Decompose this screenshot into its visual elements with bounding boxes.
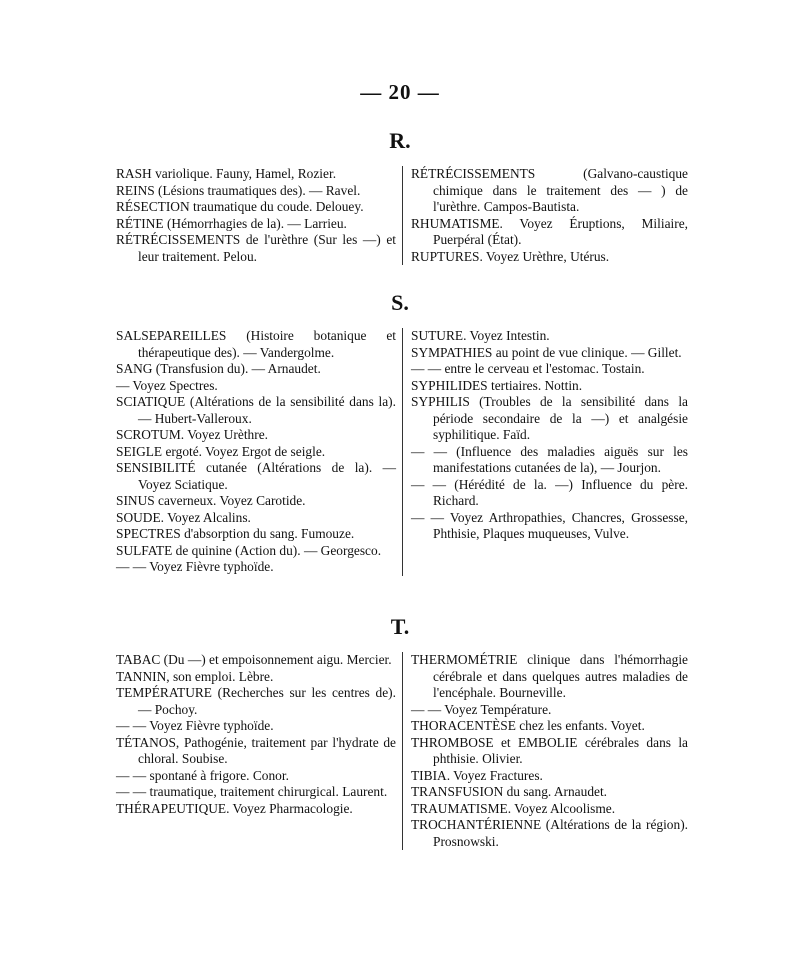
index-entry: THÉRAPEUTIQUE. Voyez Pharmacologie.	[116, 800, 353, 816]
index-entry: SINUS caverneux. Voyez Carotide.	[116, 493, 306, 508]
index-entry: SANG (Transfusion du). — Arnaudet.	[116, 361, 321, 376]
index-entry: — — Voyez Fièvre typhoïde.	[116, 559, 274, 574]
index-entry: — — traumatique, traitement chirurgical. Laurent.	[116, 784, 388, 799]
index-entry: THORACENTÈSE chez les enfants. Voyet.	[411, 718, 645, 733]
section-r-right-column	[402, 166, 688, 265]
index-entry: SENSIBILITÉ cutanée (Altérations de la). — Voyez Sciatique.	[116, 460, 396, 492]
index-entry: — — Voyez Fièvre typhoïde.	[116, 718, 274, 733]
index-entry: — — entre le cerveau et l'estomac. Tostain.	[411, 361, 645, 376]
index-entry: — — Voyez Température.	[411, 701, 552, 717]
index-entry: — — (Hérédité de la. —) Influence du père. Richard.	[411, 476, 688, 508]
index-entry: SEIGLE ergoté. Voyez Ergot de seigle.	[116, 443, 326, 459]
page-number: — 20 —	[360, 80, 440, 104]
index-entry: RÉSECTION traumatique du coude. Delouey.	[116, 199, 364, 214]
index-entry: — — Voyez Arthropathies, Chancres, Grossesse, Phthisie, Plaques muqueuses, Vulve.	[411, 509, 688, 541]
index-entry: RUPTURES. Voyez Urèthre, Utérus.	[411, 248, 610, 264]
index-entry: RHUMATISME. Voyez Éruptions, Miliaire, Puerpéral (État).	[411, 215, 688, 247]
index-entry: SPECTRES d'absorption du sang. Fumouze.	[116, 526, 355, 541]
index-entry: — — (Influence des maladies aiguës sur les manifestations cutanées de la), — Jourjon.	[411, 443, 688, 475]
index-entry: REINS (Lésions traumatiques des). — Ravel.	[116, 182, 361, 198]
section-s-left-column	[116, 328, 402, 576]
index-entry: RASH variolique. Fauny, Hamel, Rozier.	[116, 166, 337, 181]
index-entry: THERMOMÉTRIE clinique dans l'hémorrhagie cérébrale et dans quelques autres maladies de l'encéphale. Bourneville.	[411, 652, 688, 700]
index-entry: RÉTRÉCISSEMENTS de l'urèthre (Sur les —) et leur traitement. Pelou.	[116, 232, 396, 264]
index-entry: TEMPÉRATURE (Recherches sur les centres de). — Pochoy.	[116, 685, 396, 717]
index-entry: RÉTINE (Hémorrhagies de la). — Larrieu.	[116, 215, 347, 231]
section-t-left-column	[116, 652, 402, 850]
index-entry: SYPHILIDES tertiaires. Nottin.	[411, 377, 583, 393]
index-entry: TANNIN, son emploi. Lèbre.	[116, 668, 274, 684]
section-t-right-column	[402, 652, 688, 850]
index-entry: TRANSFUSION du sang. Arnaudet.	[411, 784, 608, 799]
section-t	[116, 652, 688, 850]
index-entry: TABAC (Du —) et empoisonnement aigu. Mercier.	[116, 652, 392, 667]
index-entry: TIBIA. Voyez Fractures.	[411, 767, 543, 783]
index-entry: TROCHANTÉRIENNE (Altérations de la région). Prosnowski.	[411, 817, 688, 849]
section-letter-s: S.	[391, 290, 409, 315]
section-s	[116, 328, 688, 576]
index-entry: SCIATIQUE (Altérations de la sensibilité dans la). — Hubert-Valleroux.	[116, 394, 396, 426]
section-r	[116, 166, 688, 265]
section-s-right-column	[402, 328, 688, 576]
index-entry: SCROTUM. Voyez Urèthre.	[116, 427, 268, 442]
index-entry: SOUDE. Voyez Alcalins.	[116, 509, 251, 525]
index-entry: SALSEPAREILLES (Histoire botanique et thérapeutique des). — Vandergolme.	[116, 328, 396, 360]
section-letter-t: T.	[390, 614, 410, 639]
index-entry: TÉTANOS, Pathogénie, traitement par l'hydrate de chloral. Soubise.	[116, 734, 396, 766]
section-letter-r: R.	[389, 128, 411, 153]
index-entry: SYMPATHIES au point de vue clinique. — Gillet.	[411, 344, 682, 360]
index-entry: — — spontané à frigore. Conor.	[116, 767, 289, 783]
index-entry: THROMBOSE et EMBOLIE cérébrales dans la phthisie. Olivier.	[411, 734, 688, 766]
index-entry: SULFATE de quinine (Action du). — Georgesco.	[116, 542, 382, 558]
section-r-left-column	[116, 166, 402, 265]
index-entry: SUTURE. Voyez Intestin.	[411, 328, 550, 343]
index-entry: SYPHILIS (Troubles de la sensibilité dans la période secondaire de la —) et analgésie syphilitique. Faïd.	[411, 394, 688, 442]
index-entry: RÉTRÉCISSEMENTS (Galvano-caustique chimique dans le traitement des — ) de l'urèthre. Campos-Bautista.	[411, 166, 688, 214]
index-entry: — Voyez Spectres.	[116, 377, 218, 393]
index-entry: TRAUMATISME. Voyez Alcoolisme.	[411, 800, 616, 816]
